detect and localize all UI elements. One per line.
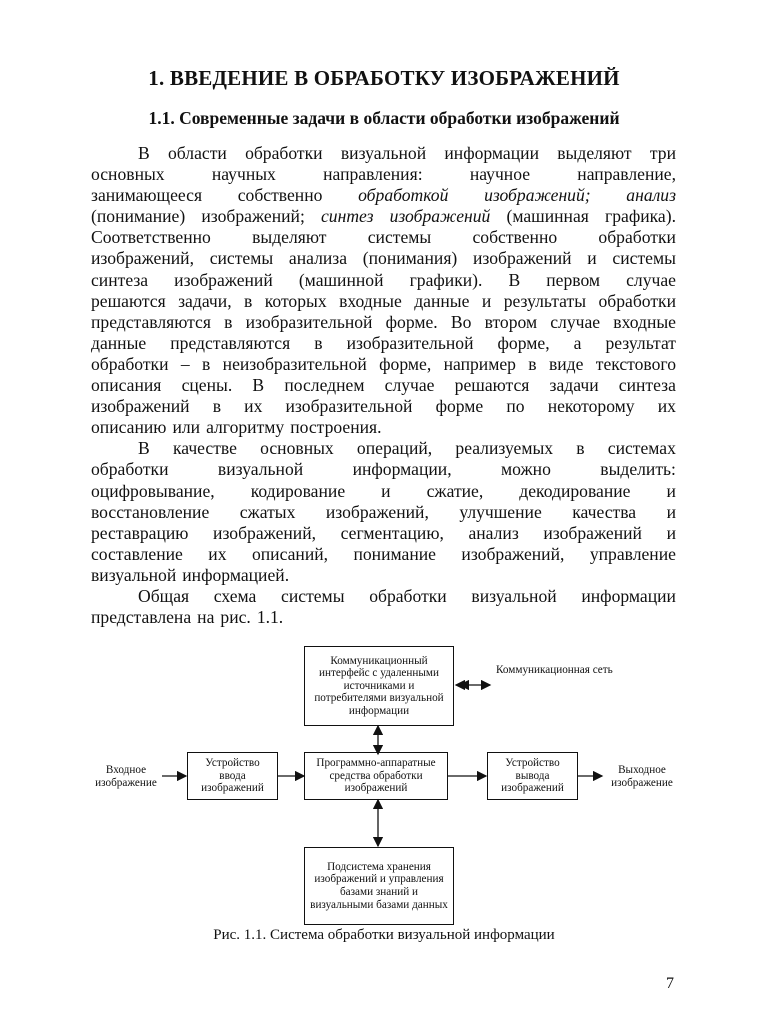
text-word: в bbox=[212, 396, 222, 417]
text-line bbox=[91, 143, 676, 164]
text-word: 1.1. bbox=[256, 607, 284, 628]
text-line bbox=[91, 164, 676, 185]
text-word: основных bbox=[91, 164, 165, 185]
text-word: входные bbox=[339, 290, 402, 311]
text-word: изобразительной bbox=[346, 332, 474, 353]
text-word: информации bbox=[444, 143, 539, 163]
text-word: научных bbox=[211, 164, 276, 185]
text-word: улучшение bbox=[459, 501, 542, 522]
text-word: реставрацию bbox=[91, 522, 189, 543]
text-word: в bbox=[528, 353, 537, 374]
text-word: сегментацию, bbox=[340, 522, 444, 543]
text-word: результаты bbox=[503, 290, 587, 311]
text-line bbox=[91, 185, 676, 206]
text-word: анализ bbox=[626, 185, 676, 206]
text-word: изображений bbox=[389, 206, 491, 227]
text-word: системах bbox=[607, 438, 676, 459]
text-word: качества bbox=[572, 501, 637, 522]
text-word: в bbox=[244, 290, 253, 311]
text-word: реализуемых bbox=[455, 438, 554, 459]
text-word: информации bbox=[581, 585, 676, 606]
text-word: восстановление bbox=[91, 501, 210, 522]
text-word: решаются bbox=[91, 290, 166, 311]
text-word: сжатых bbox=[239, 501, 296, 522]
text-word: декодирование bbox=[519, 480, 631, 501]
text-word: системы bbox=[612, 248, 676, 269]
text-line bbox=[91, 227, 676, 248]
text-line bbox=[91, 206, 676, 227]
text-word: и bbox=[381, 480, 391, 501]
text-word: (машинной bbox=[298, 269, 384, 290]
text-word: алгоритму bbox=[206, 417, 285, 438]
text-word: изображений, bbox=[213, 522, 317, 543]
text-word: составление bbox=[91, 543, 183, 564]
text-word: кодирование bbox=[250, 480, 346, 501]
text-word: области bbox=[168, 143, 227, 163]
text-word: анализа bbox=[288, 248, 348, 269]
text-word: обработки bbox=[91, 353, 169, 374]
text-word: изображений bbox=[174, 269, 273, 290]
text-word: три bbox=[649, 143, 676, 163]
text-word: первом bbox=[546, 269, 601, 290]
text-word: визуальной bbox=[471, 585, 557, 606]
body-text bbox=[91, 143, 676, 628]
output-device-box: Устройство вывода изображений bbox=[487, 752, 578, 800]
text-word: (понимание) bbox=[91, 206, 186, 227]
text-word: в bbox=[576, 438, 585, 459]
text-word: представляются bbox=[91, 311, 211, 332]
text-word: обработки bbox=[598, 290, 676, 311]
text-line bbox=[91, 333, 676, 354]
text-line bbox=[91, 312, 676, 333]
text-word: и bbox=[481, 290, 492, 311]
text-line bbox=[91, 565, 676, 586]
text-word: В bbox=[138, 438, 150, 459]
text-word: в bbox=[202, 353, 211, 374]
text-word: по bbox=[506, 396, 525, 417]
storage-box: Подсистема хранения изображений и управления базами знаний и визуальными базами данных bbox=[304, 847, 454, 925]
text-word: направление, bbox=[577, 164, 676, 185]
text-word: Общая bbox=[138, 585, 190, 606]
text-word: визуальной bbox=[340, 143, 427, 163]
text-word: (понимания) bbox=[362, 248, 458, 269]
text-word: случае bbox=[626, 269, 676, 290]
text-word: изобразительной bbox=[245, 311, 373, 332]
text-word: информации, bbox=[352, 459, 452, 480]
text-word: описаний, bbox=[251, 543, 329, 564]
text-word: а bbox=[573, 332, 582, 353]
comm-network-label: Коммуникационная сеть bbox=[496, 664, 613, 676]
text-word: описанию bbox=[91, 417, 167, 438]
output-image-label: Выходное изображение bbox=[611, 764, 673, 789]
input-image-label: Входное изображение bbox=[95, 764, 157, 789]
text-word: изображений bbox=[91, 396, 190, 417]
text-line bbox=[91, 607, 676, 628]
paragraph-2 bbox=[91, 438, 676, 586]
text-word: их bbox=[208, 543, 227, 564]
text-line bbox=[91, 544, 676, 565]
text-word: некоторому bbox=[547, 396, 635, 417]
text-word: визуальной bbox=[217, 459, 304, 480]
text-word: графики). bbox=[409, 269, 483, 290]
paragraph-1 bbox=[91, 143, 676, 438]
text-word: в bbox=[224, 311, 233, 332]
text-word: их bbox=[244, 396, 263, 417]
page-number: 7 bbox=[666, 975, 674, 992]
text-word: решаются bbox=[454, 375, 530, 396]
text-word: сцены. bbox=[181, 375, 233, 396]
section-title: 1.1. Современные задачи в области обработки изображений bbox=[148, 108, 620, 128]
text-word: данные bbox=[414, 290, 470, 311]
text-word: синтеза bbox=[91, 269, 149, 290]
text-word: представлена bbox=[91, 607, 192, 628]
text-word: или bbox=[172, 417, 201, 438]
text-word: понимание bbox=[353, 543, 436, 564]
text-word: которых bbox=[264, 290, 327, 311]
text-word: рис. bbox=[220, 607, 251, 628]
paragraph-3 bbox=[91, 586, 676, 628]
text-word: системы bbox=[281, 585, 345, 606]
text-word: схема bbox=[213, 585, 257, 606]
text-word: построения. bbox=[290, 417, 382, 438]
text-line bbox=[91, 502, 676, 523]
text-word: обработкой bbox=[358, 185, 449, 206]
text-word: данные bbox=[91, 332, 147, 353]
text-line bbox=[91, 270, 676, 291]
text-word: виде bbox=[548, 353, 584, 374]
text-word: – bbox=[180, 353, 190, 374]
text-word: (машинная bbox=[506, 206, 589, 227]
text-word: информацией. bbox=[182, 564, 290, 585]
text-line bbox=[91, 481, 676, 502]
text-word: обработки bbox=[369, 585, 447, 606]
text-word: и bbox=[587, 248, 597, 269]
text-word: неизобразительной bbox=[222, 353, 367, 374]
figure-caption: Рис. 1.1. Система обработки визуальной информации bbox=[213, 927, 555, 943]
text-word: графика). bbox=[605, 206, 676, 227]
text-word: текстового bbox=[595, 353, 676, 374]
text-word: выделяют bbox=[557, 143, 632, 163]
text-line bbox=[91, 586, 676, 607]
text-word: входные bbox=[613, 311, 676, 332]
text-word: собственно bbox=[472, 227, 558, 248]
text-line bbox=[91, 459, 676, 480]
text-word: В bbox=[252, 375, 265, 396]
text-line bbox=[91, 438, 676, 459]
text-word: представляются bbox=[170, 332, 291, 353]
text-word: занимающееся bbox=[91, 185, 203, 206]
text-word: обработки bbox=[598, 227, 676, 248]
input-device-box: Устройство ввода изображений bbox=[187, 752, 278, 800]
text-word: В bbox=[138, 143, 150, 163]
chapter-title: 1. ВВЕДЕНИЕ В ОБРАБОТКУ ИЗОБРАЖЕНИЙ bbox=[148, 66, 620, 90]
text-word: изображений; bbox=[484, 185, 591, 206]
text-word: операций, bbox=[356, 438, 433, 459]
text-word: форме bbox=[435, 396, 484, 417]
text-word: изобразительной bbox=[285, 396, 413, 417]
text-word: оцифровывание, bbox=[91, 480, 215, 501]
text-word: В bbox=[508, 269, 521, 290]
text-word: изображений; bbox=[201, 206, 305, 227]
text-word: задачи, bbox=[178, 290, 232, 311]
comm-interface-box: Коммуникационный интерфейс с удаленными источниками и потребителями визуальной информации bbox=[304, 646, 454, 726]
text-line bbox=[91, 291, 676, 312]
text-word: анализ bbox=[468, 522, 519, 543]
text-word: изображений bbox=[472, 248, 572, 269]
text-word: результат bbox=[605, 332, 676, 353]
text-word: обработки bbox=[91, 459, 169, 480]
text-word: основных bbox=[260, 438, 334, 459]
text-word: и bbox=[666, 522, 676, 543]
processing-box: Программно-аппаратные средства обработки изображений bbox=[304, 752, 448, 800]
text-word: описания bbox=[91, 375, 162, 396]
text-word: научное bbox=[469, 164, 531, 185]
text-word: сжатие, bbox=[426, 480, 484, 501]
text-line bbox=[91, 248, 676, 269]
text-word: Соответственно bbox=[91, 227, 211, 248]
text-word: системы bbox=[209, 248, 274, 269]
text-word: форме, bbox=[497, 332, 550, 353]
text-word: изображений, bbox=[91, 248, 194, 269]
text-line bbox=[91, 375, 676, 396]
text-word: качестве bbox=[172, 438, 237, 459]
text-word: визуальной bbox=[91, 564, 177, 585]
text-line bbox=[91, 354, 676, 375]
text-word: выделить: bbox=[600, 459, 676, 480]
text-word: случае bbox=[384, 375, 435, 396]
text-word: в bbox=[314, 332, 323, 353]
text-word: синтез bbox=[321, 206, 374, 227]
system-diagram bbox=[90, 640, 690, 930]
text-line bbox=[91, 417, 676, 438]
text-word: изображений bbox=[543, 522, 642, 543]
text-word: последнем bbox=[284, 375, 365, 396]
text-word: системы bbox=[367, 227, 432, 248]
text-word: выделяют bbox=[252, 227, 327, 248]
text-word: обработки bbox=[245, 143, 323, 163]
text-word: их bbox=[657, 396, 676, 417]
text-word: синтеза bbox=[618, 375, 676, 396]
text-word: Во bbox=[450, 311, 472, 332]
text-word: направления: bbox=[323, 164, 423, 185]
text-word: изображений, bbox=[325, 501, 429, 522]
text-word: на bbox=[197, 607, 215, 628]
text-word: управление bbox=[589, 543, 676, 564]
text-word: форме, bbox=[379, 353, 432, 374]
text-word: изображений, bbox=[461, 543, 565, 564]
text-word: случае bbox=[550, 311, 601, 332]
text-word: и bbox=[666, 501, 676, 522]
text-word: форме. bbox=[385, 311, 438, 332]
text-line bbox=[91, 396, 676, 417]
text-word: втором bbox=[484, 311, 538, 332]
text-word: и bbox=[666, 480, 676, 501]
text-word: собственно bbox=[237, 185, 323, 206]
text-line bbox=[91, 523, 676, 544]
text-word: задачи bbox=[549, 375, 599, 396]
text-word: можно bbox=[501, 459, 551, 480]
text-word: например bbox=[443, 353, 516, 374]
